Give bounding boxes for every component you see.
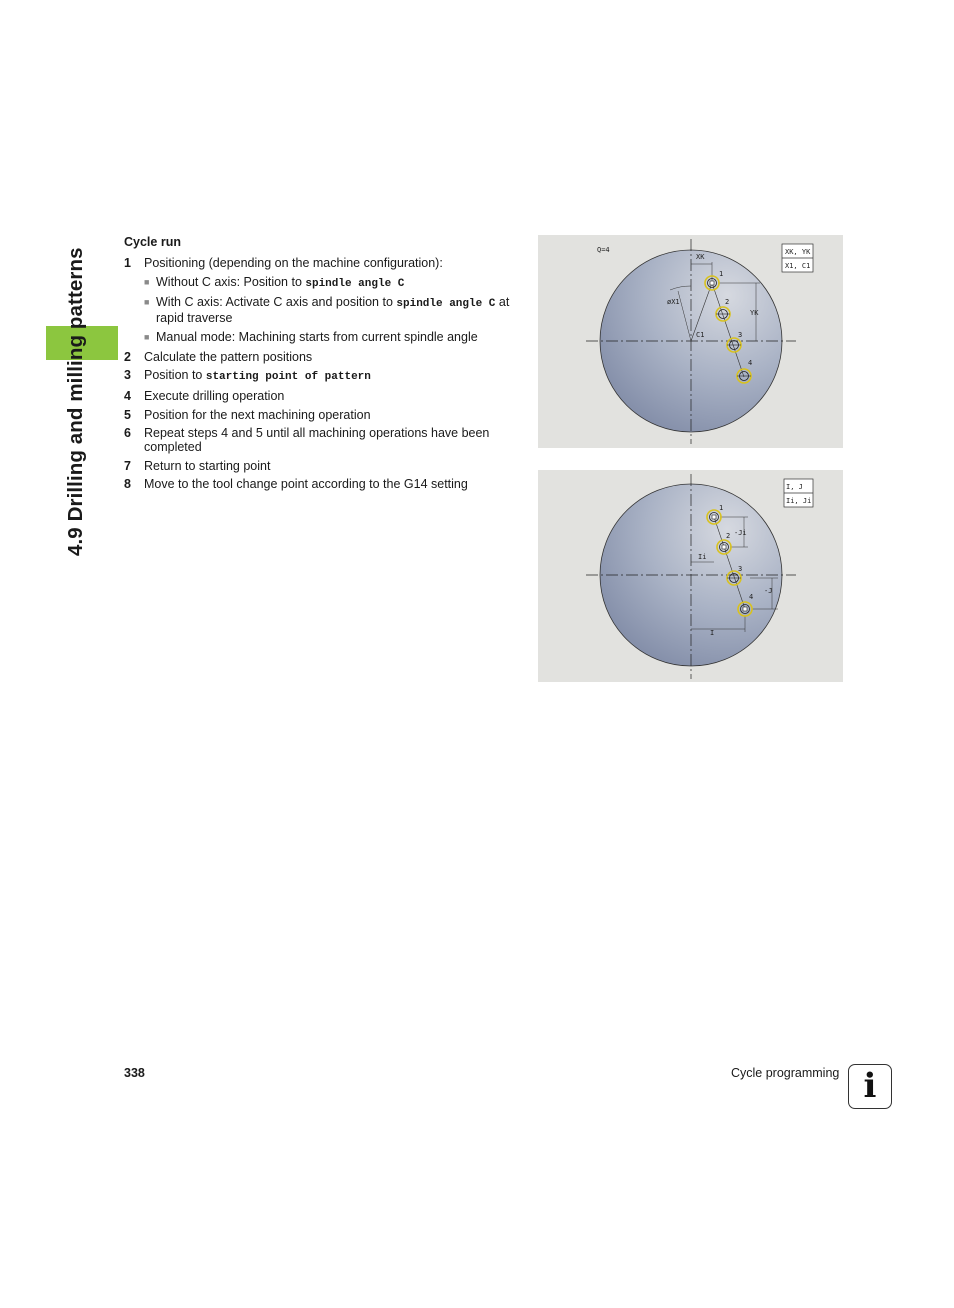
step-number: 5 [124, 407, 131, 422]
chapter-title: Cycle programming [731, 1066, 840, 1080]
q-label: Q=4 [597, 246, 610, 254]
ii-label: Ii [698, 553, 707, 561]
legend-item: X1, C1 [785, 262, 811, 270]
info-icon [848, 1064, 892, 1109]
step-text: Positioning (depending on the machine configuration): [144, 256, 443, 270]
xk-label: XK [696, 253, 705, 261]
substep-text: Without C axis: Position to [156, 274, 306, 289]
substep-with-c-axis [144, 295, 524, 325]
hole-number: 1 [719, 504, 724, 512]
x1-label: øX1 [667, 298, 680, 306]
hole-4 [737, 369, 751, 383]
step-number: 4 [124, 388, 131, 403]
step-number: 1 [124, 256, 131, 270]
substep-list [144, 275, 524, 344]
legend-item: I, J [786, 483, 803, 491]
step-6 [124, 426, 524, 454]
square-bullet-icon: ■ [144, 331, 150, 342]
square-bullet-icon: ■ [144, 276, 150, 287]
substep-without-c-axis [144, 275, 524, 291]
step-7 [124, 459, 524, 473]
legend-item: Ii, Ji [786, 497, 812, 505]
step-number: 2 [124, 349, 131, 364]
substep-text: Manual mode: Machining starts from current spindle angle [156, 329, 478, 344]
step-number: 3 [124, 368, 131, 383]
pattern-diagram-xk-yk [538, 235, 843, 448]
hole-number: 1 [719, 270, 724, 278]
hole-number: 2 [725, 298, 730, 306]
step-1 [124, 256, 524, 270]
parameter-code: spindle angle C [396, 298, 496, 311]
hole-number: 2 [726, 532, 731, 540]
substep-text: With C axis: Activate C axis and position to [156, 295, 397, 310]
legend-box [782, 244, 813, 272]
step-text: Execute drilling operation [144, 388, 285, 403]
substep-text-after: at rapid traverse [156, 295, 510, 326]
step-2 [124, 350, 524, 364]
ji-label: -Ji [734, 529, 747, 537]
hole-2 [716, 307, 730, 321]
info-glyph: i [863, 1066, 877, 1106]
j-label: -J [764, 587, 773, 595]
pattern-diagram-i-j [538, 470, 843, 682]
step-number: 7 [124, 458, 131, 473]
step-text: Position to [144, 368, 206, 383]
step-text: Move to the tool change point according to the G14 setting [144, 477, 468, 492]
step-text: Return to starting point [144, 458, 271, 473]
legend-box [784, 479, 813, 507]
step-text: Repeat steps 4 and 5 until all machining operations have been completed [144, 426, 490, 455]
hole-number: 3 [738, 331, 743, 339]
section-title: 4.9 Drilling and milling patterns [64, 247, 87, 556]
c1-label: C1 [696, 331, 705, 339]
legend-item: XK, YK [785, 248, 811, 256]
section-heading: Cycle run [124, 235, 181, 249]
step-text: Calculate the pattern positions [144, 349, 313, 364]
hole-number: 4 [749, 593, 754, 601]
i-label: I [710, 629, 715, 637]
substep-manual-mode [144, 330, 524, 344]
step-4 [124, 389, 524, 403]
step-text: Position for the next machining operation [144, 407, 371, 422]
step-8 [124, 477, 524, 491]
yk-label: YK [750, 309, 759, 317]
step-number: 8 [124, 477, 131, 492]
hole-3 [727, 338, 741, 352]
square-bullet-icon: ■ [144, 297, 150, 308]
hole-number: 4 [748, 359, 753, 367]
step-5 [124, 408, 524, 422]
page-number: 338 [124, 1066, 145, 1080]
hole-number: 3 [738, 565, 743, 573]
step-number: 6 [124, 426, 131, 441]
parameter-code: spindle angle C [305, 277, 405, 290]
parameter-code: starting point of pattern [205, 371, 371, 384]
cycle-run-section [124, 235, 524, 496]
step-3 [124, 368, 524, 384]
